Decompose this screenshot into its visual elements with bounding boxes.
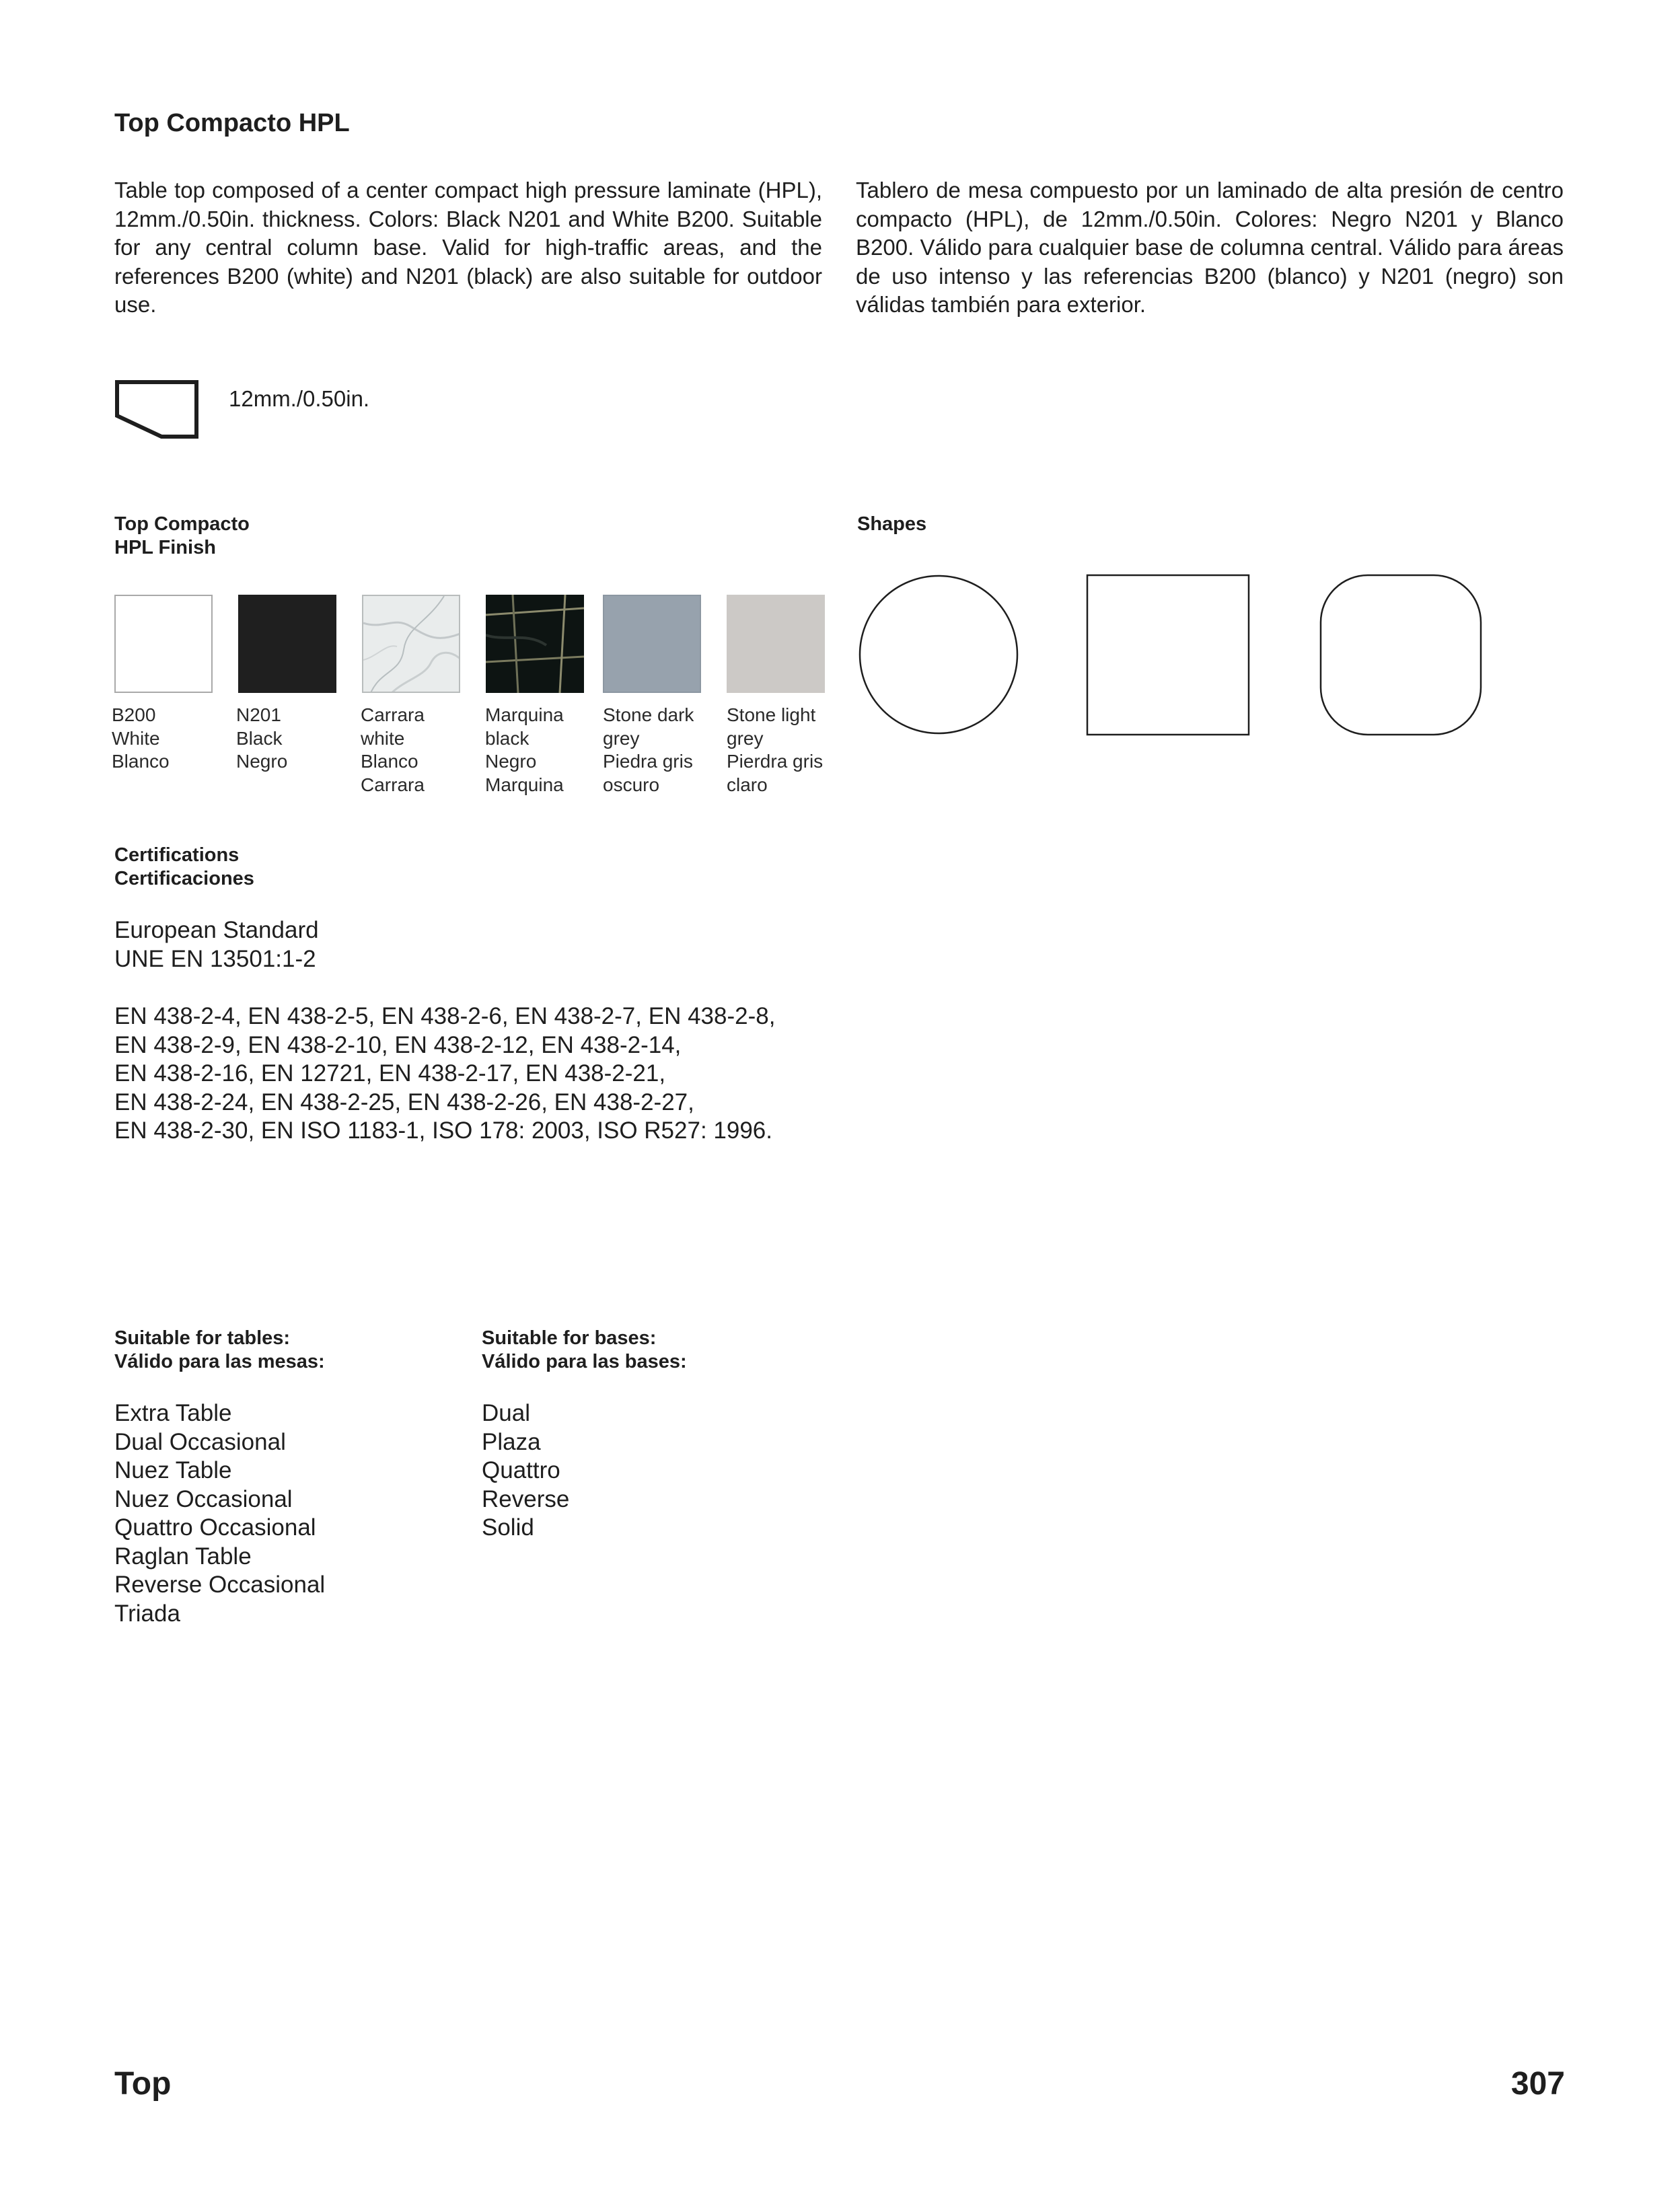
list-item: Raglan Table [114,1543,252,1570]
list-item: Plaza [482,1428,541,1455]
swatch-carrara-white [362,595,460,693]
swatch-b200-white [114,595,213,693]
list-item: Extra Table [114,1400,232,1426]
swatch-label-n201: N201 Black Negro [236,704,288,772]
footer-section-title: Top [114,2066,172,2102]
list-item: Dual Occasional [114,1428,286,1455]
swatch-label-marquina: Marquina black Negro Marquina [485,704,564,795]
swatch-label-b200: B200 White Blanco [112,704,170,772]
list-item: Nuez Occasional [114,1485,293,1512]
list-item: Nuez Table [114,1457,232,1483]
finish-heading: Top Compacto HPL Finish [114,513,250,558]
shapes-group [851,568,1490,743]
swatch-label-stone-light: Stone light grey Pierdra gris claro [727,704,824,795]
swatch-n201-black [238,595,336,693]
swatch-label-carrara: Carrara white Blanco Carrara [361,704,425,795]
description-english: Table top composed of a center compact high pressure laminate (HPL), 12mm./0.50in. thickness. Colors: Black N201 and White B200. Suitable for any central column base. Valid for high-traffic areas, and the references B200 (white) and N201 (black) are also suitable for outdoor use. [114,178,822,317]
swatch-stone-dark-grey [603,595,701,693]
tables-heading: Suitable for tables: Válido para las mesas: [114,1327,325,1372]
en-norms-list: EN 438-2-4, EN 438-2-5, EN 438-2-6, EN 438-2-7, EN 438-2-8, EN 438-2-9, EN 438-2-10, EN 438-2-12, EN 438-2-14, EN 438-2-16, EN 12721, EN 438-2-17, EN 438-2-21, EN 438-2-24, EN 438-2-25, EN 438-2-26, EN 438-2-27, EN 438-2-30, EN ISO 1183-1, ISO 178: 2003, ISO R527: 1996. [114,1003,776,1144]
shapes-heading: Shapes [857,513,927,535]
european-standard: European Standard UNE EN 13501:1-2 [114,917,319,972]
round-shape-icon [860,576,1017,733]
certifications-heading: Certifications Certificaciones [114,844,254,889]
rounded-square-shape-icon [1321,575,1481,735]
list-item: Reverse Occasional [114,1572,326,1598]
list-item: Quattro Occasional [114,1514,316,1541]
description-spanish: Tablero de mesa compuesto por un laminado de alta presión de centro compacto (HPL), de 12mm./0.50in. Colores: Negro N201 y Blanco B200. Válido para cualquier base de columna central. Válido para áreas de uso intenso y las referencias B200 (blanco) y N201 (negro) son válidas también para exterior. [856,178,1564,317]
list-item: Triada [114,1600,180,1627]
square-shape-icon [1087,575,1249,735]
swatch-marquina-black [486,595,584,693]
swatch-stone-light-grey [727,595,825,693]
bases-list [482,1399,569,1543]
page-number: 307 [1510,2066,1565,2102]
thickness-label: 12mm./0.50in. [229,386,370,411]
tables-list [114,1399,325,1628]
list-item: Quattro [482,1457,560,1483]
bases-heading: Suitable for bases: Válido para las bases: [482,1327,687,1372]
list-item: Dual [482,1400,530,1426]
edge-profile-icon [114,377,202,441]
list-item: Reverse [482,1485,570,1512]
page-title: Top Compacto HPL [114,109,350,137]
list-item: Solid [482,1514,534,1541]
swatch-label-stone-dark: Stone dark grey Piedra gris oscuro [603,704,694,795]
